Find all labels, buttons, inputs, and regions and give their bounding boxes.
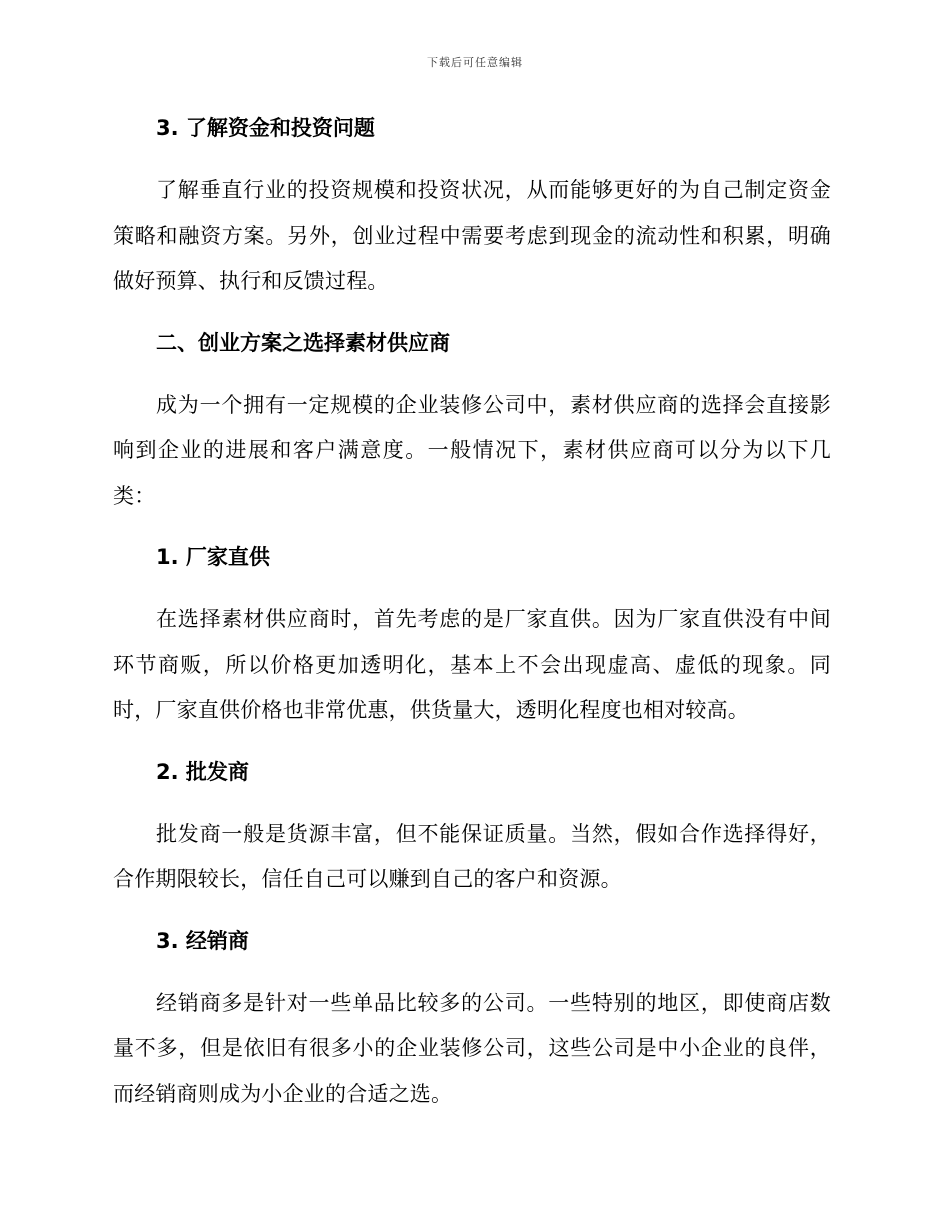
document-body	[113, 112, 831, 1117]
section-heading-manufacturer: 1. 厂家直供	[156, 545, 270, 569]
section-paragraph-suppliers: 成为一个拥有一定规模的企业装修公司中，素材供应商的选择会直接影响到企业的进展和客户满意度。一般情况下，素材供应商可以分为以下几类：	[113, 392, 831, 508]
section-paragraph-wholesaler: 批发商一般是货源丰富，但不能保证质量。当然，假如合作选择得好，合作期限较长，信任自己可以赚到自己的客户和资源。	[113, 821, 831, 891]
section-paragraph-manufacturer: 在选择素材供应商时，首先考虑的是厂家直供。因为厂家直供没有中间环节商贩，所以价格更加透明化，基本上不会出现虚高、虚低的现象。同时，厂家直供价格也非常优惠，供货量大，透明化程度也相对较高。	[113, 607, 831, 722]
page-header-note: 下载后可任意编辑	[427, 56, 523, 69]
section-paragraph-distributor: 经销商多是针对一些单品比较多的公司。一些特别的地区，即使商店数量不多，但是依旧有很多小的企业装修公司，这些公司是中小企业的良伴，而经销商则成为小企业的合适之选。	[113, 990, 831, 1106]
section-heading-distributor: 3. 经销商	[156, 928, 249, 953]
section-heading-suppliers: 二、创业方案之选择素材供应商	[156, 330, 450, 355]
section-heading-wholesaler: 2. 批发商	[156, 759, 249, 784]
section-paragraph-funding: 了解垂直行业的投资规模和投资状况，从而能够更好的为自己制定资金策略和融资方案。另外，创业过程中需要考虑到现金的流动性和积累，明确做好预算、执行和反馈过程。	[113, 178, 831, 293]
section-heading-funding: 3. 了解资金和投资问题	[156, 116, 375, 140]
